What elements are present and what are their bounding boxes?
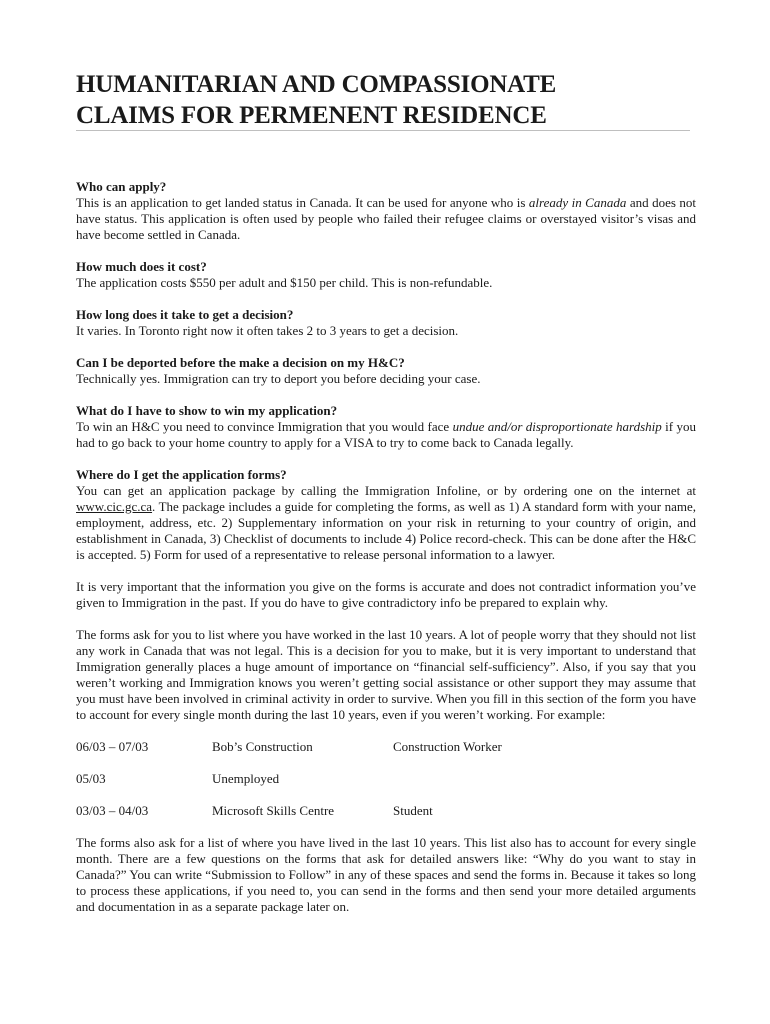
- section-cost: [76, 259, 696, 291]
- question-application-forms: Where do I get the application forms?: [76, 467, 287, 482]
- section-decision-time: [76, 307, 696, 339]
- section-win-application: [76, 403, 696, 451]
- work-employer: Microsoft Skills Centre: [212, 803, 335, 818]
- work-history-row: [76, 803, 696, 819]
- section-deportation: [76, 355, 696, 387]
- title-line-2: CLAIMS FOR PERMENENT RESIDENCE: [76, 102, 547, 129]
- question-decision-time: How long does it take to get a decision?: [76, 307, 294, 322]
- cic-website-link[interactable]: www.cic.gc.ca: [76, 499, 153, 514]
- answer-emphasis: already in Canada: [528, 195, 627, 210]
- answer-text: and does not have status. This application is often used by people who failed their refugee claims or overstayed visitor’s visas and have become settled in Canada.: [76, 195, 697, 242]
- question-win-application: What do I have to show to win my application?: [76, 403, 338, 418]
- work-history-row: [76, 771, 696, 787]
- work-position: Construction Worker: [393, 739, 502, 754]
- answer-cost: The application costs $550 per adult and $150 per child. This is non-refundable.: [76, 275, 493, 290]
- document-title: [76, 69, 696, 131]
- work-position: Student: [393, 803, 433, 818]
- answer-decision-time: It varies. In Toronto right now it often takes 2 to 3 years to get a decision.: [76, 323, 459, 338]
- work-dates: 06/03 – 07/03: [76, 739, 149, 754]
- document-body: [76, 179, 696, 931]
- answer-text: if you had to go back to your home country to apply for a VISA to try to come back to Canada legally.: [76, 419, 696, 450]
- work-dates: 03/03 – 04/03: [76, 803, 149, 818]
- question-who-can-apply: Who can apply?: [76, 179, 167, 194]
- work-history-row: [76, 739, 696, 755]
- work-employer: Bob’s Construction: [212, 739, 313, 754]
- work-position: [393, 771, 593, 787]
- section-who-can-apply: [76, 179, 696, 243]
- answer-application-forms: [76, 483, 696, 563]
- answer-who-can-apply: [76, 195, 696, 243]
- work-dates: 05/03: [76, 771, 106, 786]
- question-deportation: Can I be deported before the make a decision on my H&C?: [76, 355, 405, 370]
- paragraph-work-history: The forms ask for you to list where you have worked in the last 10 years. A lot of people worry that they should not list any work in Canada that was not legal. This is a decision for you to make, but it is very important to understand that Immigration generally places a huge amount of importance on “financial self-sufficiency”. Also, if you say that you weren’t working and Immigration knows you weren’t getting social assistance or other support they may assume that you must have been involved in criminal activity in order to survive. When you fill in this section of the form you have to account for every single month during the last 10 years, even if you weren’t working. For example:: [76, 627, 696, 722]
- work-employer: Unemployed: [212, 771, 280, 786]
- answer-win-application: [76, 419, 696, 451]
- answer-text: You can get an application package by calling the Immigration Infoline, or by ordering one on the internet at: [76, 483, 696, 498]
- answer-emphasis: undue and/or disproportionate hardship: [452, 419, 662, 434]
- question-cost: How much does it cost?: [76, 259, 207, 274]
- title-divider: [76, 130, 690, 131]
- answer-text: To win an H&C you need to convince Immigration that you would face: [76, 419, 453, 434]
- answer-deportation: Technically yes. Immigration can try to deport you before deciding your case.: [76, 371, 481, 386]
- answer-text: This is an application to get landed status in Canada. It can be used for anyone who is: [76, 195, 529, 210]
- paragraph-residence-history: The forms also ask for a list of where you have lived in the last 10 years. This list also has to account for every single month. There are a few questions on the forms that ask for detailed answers like: “Why do you want to stay in Canada?” You can write “Submission to Follow” in any of these spaces and send the forms in. Because it takes so long to process these applications, if you need to, you can send in the forms and then send your more detailed arguments and documentation in as a separate package later on.: [76, 835, 696, 914]
- answer-text: . The package includes a guide for completing the forms, as well as 1) A standard form with your name, employment, address, etc. 2) Supplementary information on your risk in returning to your country of origin, and establishment in Canada, 3) Checklist of documents to include 4) Police record-check. This can be done after the H&C is accepted. 5) Form for used of a representative to release personal information to a lawyer.: [76, 499, 696, 562]
- paragraph-accuracy: It is very important that the information you give on the forms is accurate and does not contradict information you’ve given to Immigration in the past. If you do have to give contradictory info be prepared to explain why.: [76, 579, 696, 610]
- section-application-forms: [76, 467, 696, 563]
- title-line-1: HUMANITARIAN AND COMPASSIONATE: [76, 71, 557, 98]
